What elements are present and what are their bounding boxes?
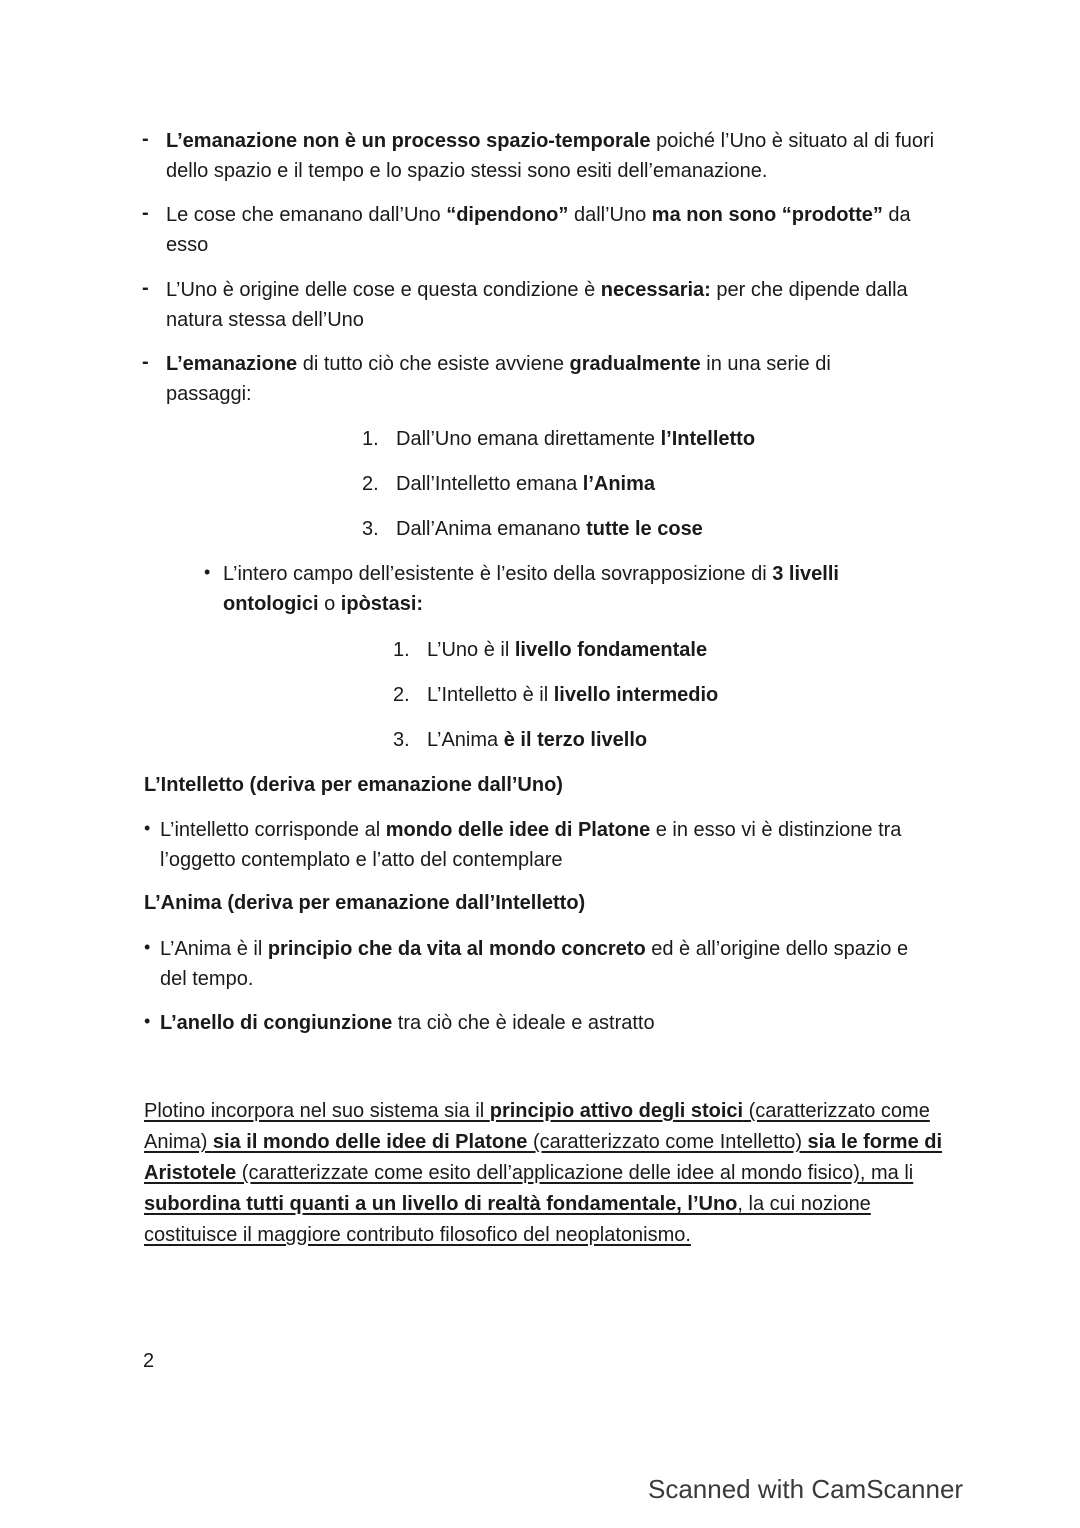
summary-text: (caratterizzate come esito dell’applicazione delle idee al mondo fisico), ma li [236, 1162, 914, 1184]
section-heading-anima: L’Anima (deriva per emanazione dall’Intelletto) [144, 892, 586, 914]
bullet-mondo-idee [160, 815, 930, 875]
step-text: Dall’Intelletto emana [396, 473, 583, 495]
dash-marker: - [142, 202, 149, 224]
summary-text: (caratterizzato come Anima) [144, 1100, 930, 1153]
bullet-text-bold: L’emanazione non è un processo spazio-temporale [166, 130, 651, 152]
level-text-bold: livello fondamentale [514, 639, 708, 661]
step-item [362, 514, 703, 544]
bullet-marker: • [144, 1011, 151, 1031]
step-text: Dall’Anima emanano [396, 518, 587, 540]
level-item [393, 680, 718, 710]
level-item [393, 635, 707, 665]
bullet-text: L’Uno è origine delle cose e questa condizione è [166, 279, 601, 301]
summary-text-bold: sia il mondo delle idee di Platone [212, 1131, 528, 1153]
bullet-text: L’Anima è il [160, 938, 268, 960]
bullet-text: poiché l’Uno è situato al di fuori dello spazio e il tempo e lo spazio stessi sono esiti dell’emanazione. [166, 130, 935, 182]
level-text-bold: livello intermedio [553, 684, 719, 706]
bullet-marker: • [144, 937, 151, 957]
camscanner-watermark: Scanned with CamScanner [648, 1474, 964, 1504]
level-number: 3. [393, 729, 410, 751]
bullet-text: o [318, 593, 341, 615]
step-number: 2. [362, 473, 379, 495]
level-text-bold: è il terzo livello [503, 729, 648, 751]
bullet-text-bold: gradualmente [569, 353, 701, 375]
bullet-text-bold: principio che da vita al mondo concreto [267, 938, 646, 960]
level-number: 1. [393, 639, 410, 661]
summary-text: (caratterizzato come Intelletto) [527, 1131, 808, 1153]
step-number: 3. [362, 518, 379, 540]
bullet-text-bold: “dipendono” [446, 204, 569, 226]
bullet-necessaria [166, 275, 926, 335]
summary-text-bold: subordina tutti quanti a un livello di realtà fondamentale, l’Uno [144, 1193, 738, 1215]
bullet-text: per che dipende dalla natura stessa dell’Uno [166, 279, 908, 331]
bullet-emanazione-spazio [166, 126, 946, 186]
bullet-text-bold: 3 livelli ontologici [223, 563, 839, 615]
bullet-text: e in esso vi è distinzione tra l’oggetto contemplato e l’atto del contemplare [160, 819, 902, 871]
bullet-marker: • [204, 562, 211, 582]
step-text-bold: tutte le cose [586, 518, 703, 540]
bullet-text: L’intero campo dell’esistente è l’esito della sovrapposizione di [223, 563, 773, 585]
bullet-dipendono [166, 200, 926, 260]
summary-paragraph [144, 1096, 944, 1251]
step-item [362, 469, 655, 499]
summary-text-bold: principio attivo degli stoici [489, 1100, 744, 1122]
level-text: L’Anima [427, 729, 504, 751]
bullet-text: in una serie di passaggi: [166, 353, 831, 405]
section-heading-intelletto: L’Intelletto (deriva per emanazione dall’Uno) [144, 774, 563, 796]
bullet-text-bold: L’emanazione [166, 353, 298, 375]
level-text: L’Intelletto è il [427, 684, 554, 706]
bullet-text-bold: ma non sono “prodotte” [651, 204, 883, 226]
level-text: L’Uno è il [427, 639, 515, 661]
summary-text: , la cui nozione costituisce il maggiore contributo filosofico del neoplatonismo. [144, 1193, 871, 1246]
summary-text-bold: sia le forme di Aristotele [144, 1131, 943, 1184]
step-text-bold: l’Anima [582, 473, 656, 495]
bullet-text-bold: L’anello di congiunzione [160, 1012, 393, 1034]
bullet-text: tra ciò che è ideale e astratto [392, 1012, 655, 1034]
step-number: 1. [362, 428, 379, 450]
bullet-marker: • [144, 818, 151, 838]
step-text-bold: l’Intelletto [660, 428, 756, 450]
bullet-text: da esso [166, 204, 911, 256]
bullet-text-bold: mondo delle idee di Platone [385, 819, 651, 841]
bullet-text: L’intelletto corrisponde al [160, 819, 386, 841]
bullet-text: ed è all’origine dello spazio e del tempo. [160, 938, 909, 990]
level-number: 2. [393, 684, 410, 706]
step-text: Dall’Uno emana direttamente [396, 428, 661, 450]
bullet-principio-vita [160, 934, 935, 994]
level-item [393, 725, 647, 755]
step-item [362, 424, 755, 454]
bullet-livelli-ontologici [223, 559, 903, 619]
bullet-anello-congiunzione [160, 1008, 930, 1038]
summary-text: Plotino incorpora nel suo sistema sia il [144, 1100, 490, 1122]
dash-marker: - [142, 277, 149, 299]
bullet-text-bold: ipòstasi: [340, 593, 424, 615]
bullet-text-bold: necessaria: [600, 279, 711, 301]
bullet-text: Le cose che emanano dall’Uno [166, 204, 447, 226]
dash-marker: - [142, 128, 149, 150]
bullet-gradualmente [166, 349, 896, 409]
page-number: 2 [143, 1350, 155, 1372]
dash-marker: - [142, 351, 149, 373]
bullet-text: dall’Uno [568, 204, 652, 226]
bullet-text: di tutto ciò che esiste avviene [297, 353, 570, 375]
